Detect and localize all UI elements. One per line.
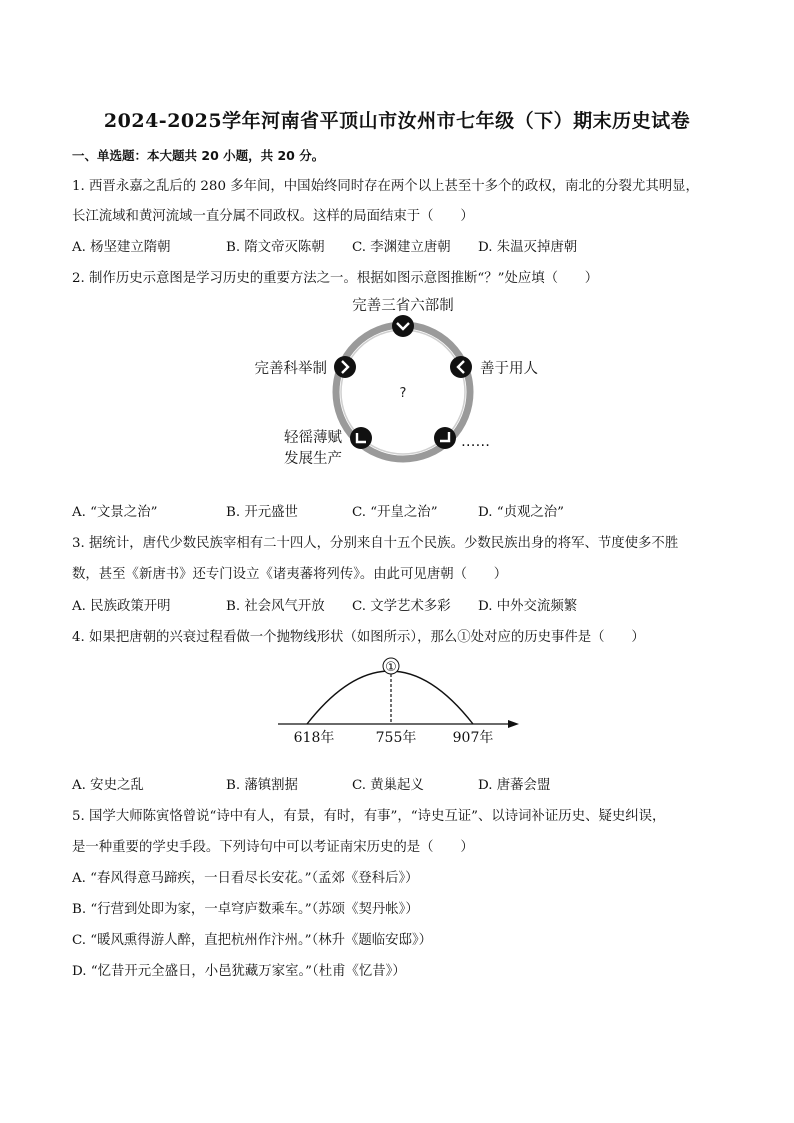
q4-parabola-diagram xyxy=(270,652,530,752)
q5-option-c[interactable]: C. “暖风熏得游人醉，直把杭州作汴州。”（林升《题临安邸》） xyxy=(72,933,433,948)
q1-option-b[interactable]: B. 隋文帝灭陈朝 xyxy=(226,240,325,255)
q4-option-d[interactable]: D. 唐蕃会盟 xyxy=(478,778,551,793)
q1-option-a[interactable]: A. 杨坚建立隋朝 xyxy=(72,240,171,255)
section-header xyxy=(72,147,324,165)
q1-option-c[interactable]: C. 李渊建立唐朝 xyxy=(352,240,451,255)
q2-label-bottom-left-1: 轻徭薄赋 xyxy=(284,430,342,446)
q3-option-c[interactable]: C. 文学艺术多彩 xyxy=(352,599,451,614)
q5-text-line-1: 5. 国学大师陈寅恪曾说“诗中有人，有景，有时，有事”，“诗史互证”、以诗词补证历史、疑史纠误， xyxy=(72,809,666,824)
q2-node-bottom-left xyxy=(350,427,372,449)
q2-option-c[interactable]: C. “开皇之治” xyxy=(352,505,438,520)
q4-text-line-1: 4. 如果把唐朝的兴衰过程看做一个抛物线形状（如图所示），那么①处对应的历史事件是（ ） xyxy=(72,630,645,645)
q3-text-line-2: 数，甚至《新唐书》还专门设立《诸夷蕃将列传》。由此可见唐朝（ ） xyxy=(72,567,508,582)
q2-circle-diagram xyxy=(230,290,560,480)
q2-node-right xyxy=(450,356,472,378)
q2-node-top xyxy=(392,315,414,337)
q5-option-d[interactable]: D. “忆昔开元全盛日，小邑犹藏万家室。”（杜甫《忆昔》） xyxy=(72,964,406,979)
q4-label-618: 618年 xyxy=(293,730,335,746)
q2-option-b[interactable]: B. 开元盛世 xyxy=(226,505,298,520)
q3-option-b[interactable]: B. 社会风气开放 xyxy=(226,599,325,614)
q4-label-755: 755年 xyxy=(375,730,417,746)
q2-option-a[interactable]: A. “文景之治” xyxy=(72,505,158,520)
q2-option-d[interactable]: D. “贞观之治” xyxy=(478,505,565,520)
q4-option-b[interactable]: B. 藩镇割据 xyxy=(226,778,298,793)
q4-axis-arrow xyxy=(508,720,519,728)
q5-option-b[interactable]: B. “行营到处即为家，一卓穹庐数乘车。”（苏颂《契丹帐》） xyxy=(72,902,419,917)
q4-label-907: 907年 xyxy=(452,730,494,746)
q4-parabola xyxy=(307,671,473,724)
section-desc: 本大题共 20 小题，共 20 分。 xyxy=(147,148,325,163)
q2-node-bottom-right xyxy=(434,427,456,449)
q2-text-line-1: 2. 制作历史示意图是学习历史的重要方法之一。根据如图示意图推断“？”处应填（ ） xyxy=(72,271,599,286)
q2-node-left xyxy=(334,356,356,378)
q2-label-top: 完善三省六部制 xyxy=(352,298,454,314)
q5-text-line-2: 是一种重要的学史手段。下列诗句中可以考证南宋历史的是（ ） xyxy=(72,840,474,855)
q4-marker-label: ① xyxy=(385,660,397,675)
q4-option-a[interactable]: A. 安史之乱 xyxy=(72,778,144,793)
q2-label-bottom-right: …… xyxy=(461,434,490,450)
q2-label-bottom-left-2: 发展生产 xyxy=(284,451,342,467)
q1-text-line-2: 长江流域和黄河流域一直分属不同政权。这样的局面结束于（ ） xyxy=(72,209,474,224)
q2-label-left: 完善科举制 xyxy=(254,361,327,377)
exam-title: 2024-2025学年河南省平顶山市汝州市七年级（下）期末历史试卷 xyxy=(103,110,691,132)
section-label: 一、单选题： xyxy=(72,148,148,163)
q3-option-d[interactable]: D. 中外交流频繁 xyxy=(478,599,578,614)
q1-option-d[interactable]: D. 朱温灭掉唐朝 xyxy=(478,240,578,255)
q5-option-a[interactable]: A. “春风得意马蹄疾，一日看尽长安花。”（孟郊《登科后》） xyxy=(72,871,419,886)
q2-label-right: 善于用人 xyxy=(480,361,538,377)
q4-option-c[interactable]: C. 黄巢起义 xyxy=(352,778,424,793)
q3-text-line-1: 3. 据统计，唐代少数民族宰相有二十四人，分别来自十五个民族。少数民族出身的将军、节度使多不胜 xyxy=(72,536,679,551)
q1-text-line-1: 1. 西晋永嘉之乱后的 280 多年间，中国始终同时存在两个以上甚至十多个的政权，南北的分裂尤其明显， xyxy=(72,179,699,194)
q3-option-a[interactable]: A. 民族政策开明 xyxy=(72,599,171,614)
q2-center-label: ? xyxy=(399,386,407,401)
